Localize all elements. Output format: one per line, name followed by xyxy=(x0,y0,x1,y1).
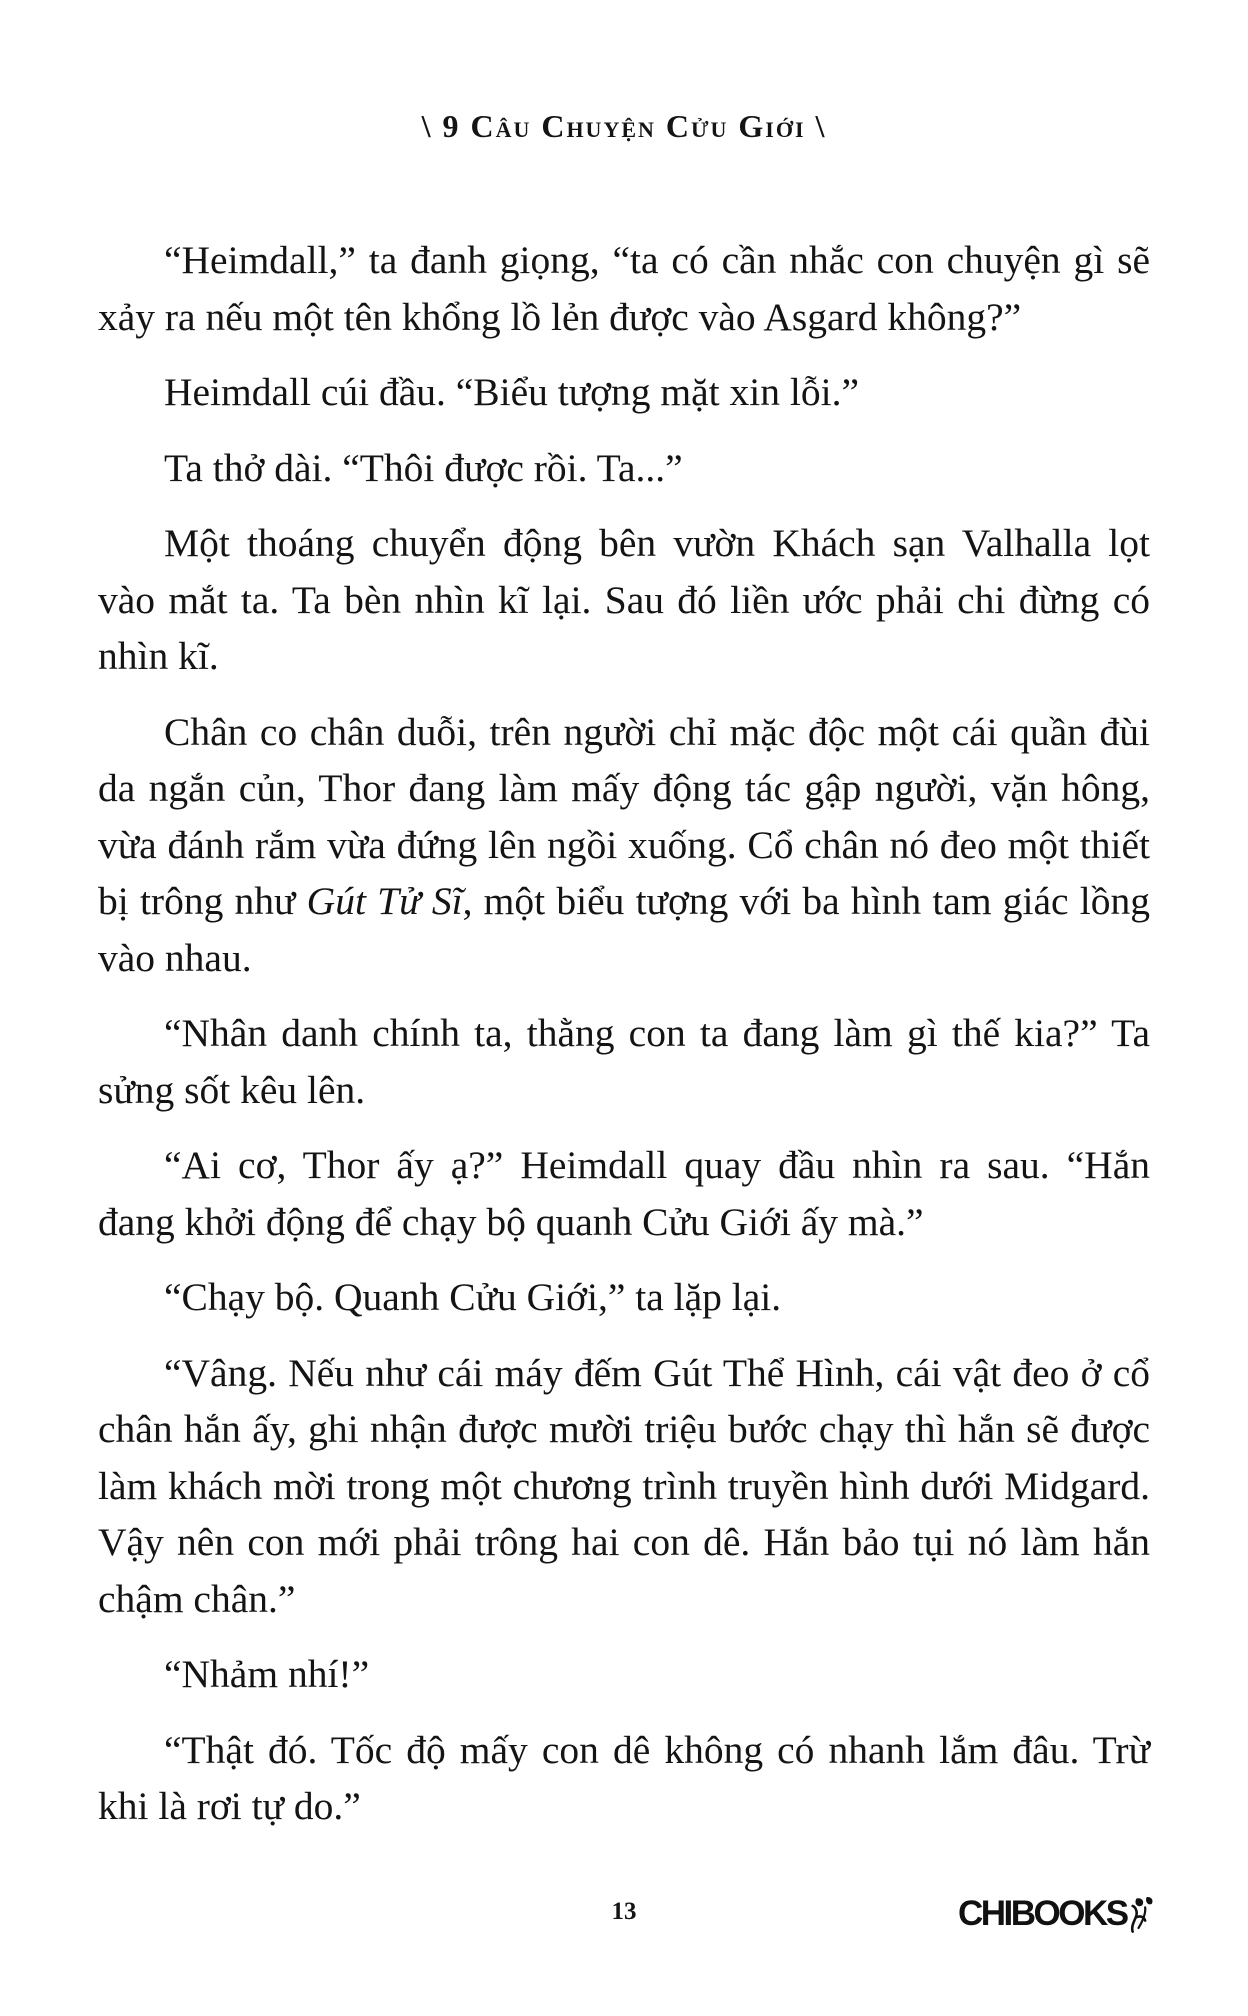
paragraph-3: Ta thở dài. “Thôi được rồi. Ta...” xyxy=(164,445,683,490)
paragraph-10: “Nhảm nhí!” xyxy=(164,1652,370,1696)
paragraph-5-text-after: , một biểu tượng với ba hình tam giác lồng vào nhau. xyxy=(98,879,1150,980)
leaf-sprout-icon xyxy=(1129,1889,1158,1939)
paragraph-5 xyxy=(98,704,1150,987)
paragraph-8: “Chạy bộ. Quanh Cửu Giới,” ta lặp lại. xyxy=(164,1275,782,1319)
body-text xyxy=(98,232,1150,1854)
publisher-logo xyxy=(958,1886,1158,1942)
paragraph-1: “Heimdall,” ta đanh giọng, “ta có cần nhắc con chuyện gì sẽ xảy ra nếu một tên khổng lồ lẻn được vào Asgard không?” xyxy=(98,238,1150,339)
paragraph-6: “Nhân danh chính ta, thằng con ta đang làm gì thế kia?” Ta sửng sốt kêu lên. xyxy=(98,1011,1150,1112)
paragraph-4: Một thoáng chuyển động bên vườn Khách sạn Valhalla lọt vào mắt ta. Ta bèn nhìn kĩ lại. Sau đó liền ước phải chi đừng có nhìn kĩ. xyxy=(98,521,1150,678)
paragraph-7: “Ai cơ, Thor ấy ạ?” Heimdall quay đầu nhìn ra sau. “Hắn đang khởi động để chạy bộ quanh Cửu Giới ấy mà.” xyxy=(98,1143,1150,1244)
paragraph-9: “Vâng. Nếu như cái máy đếm Gút Thể Hình, cái vật đeo ở cổ chân hắn ấy, ghi nhận được mười triệu bước chạy thì hắn sẽ được làm khách mời trong một chương trình truyền hình dưới Midgard. Vậy nên con mới phải trông hai con dê. Hắn bảo tụi nó làm hắn chậm chân.” xyxy=(98,1350,1150,1621)
paragraph-5-text-before: Chân co chân duỗi, trên người chỉ mặc độc một cái quần đùi da ngắn củn, Thor đang làm mấy động tác gập người, vặn hông, vừa đánh rắm vừa đứng lên ngồi xuống. Cổ chân nó đeo một thiết bị trông như xyxy=(98,709,1150,923)
page-number: 13 xyxy=(611,1898,637,1925)
paragraph-5-italic-term: Gút Tử Sĩ xyxy=(306,879,463,923)
paragraph-11: “Thật đó. Tốc độ mấy con dê không có nhanh lắm đâu. Trừ khi là rơi tự do.” xyxy=(98,1727,1150,1828)
running-header: \ 9 Câu Chuyện Cửu Giới \ xyxy=(421,108,827,144)
publisher-logo-text: CHIBOOKS xyxy=(958,1894,1127,1933)
paragraph-2: Heimdall cúi đầu. “Biểu tượng mặt xin lỗi.” xyxy=(164,370,859,414)
